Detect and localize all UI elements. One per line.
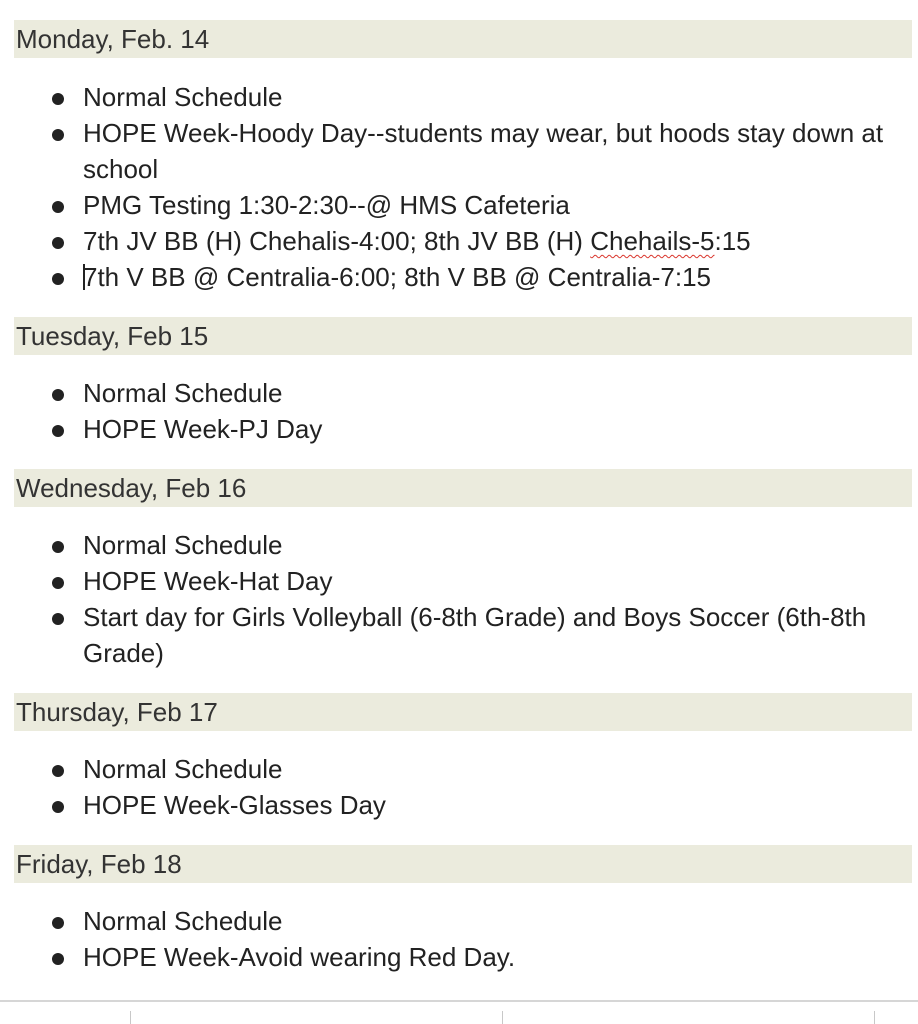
day-header[interactable]: [14, 845, 912, 883]
bullet-icon: [52, 765, 64, 777]
bullet-icon: [52, 801, 64, 813]
list-item[interactable]: [0, 599, 918, 671]
list-item[interactable]: [0, 903, 918, 939]
item-list: [0, 79, 918, 295]
day-header[interactable]: [14, 317, 912, 355]
item-text: PMG Testing 1:30-2:30--@ HMS Cafeteria: [83, 190, 570, 220]
day-header[interactable]: [14, 693, 912, 731]
day-section-friday: [0, 845, 918, 975]
list-item[interactable]: [0, 787, 918, 823]
day-header-text: Monday, Feb. 14: [16, 24, 210, 54]
item-text: :15: [714, 226, 751, 256]
bullet-icon: [52, 541, 64, 553]
item-text: HOPE Week-PJ Day: [83, 414, 323, 444]
day-section-thursday: [0, 693, 918, 823]
list-item[interactable]: [0, 527, 918, 563]
day-section-monday: [0, 20, 918, 295]
day-header-text: Wednesday, Feb 16: [16, 473, 247, 503]
item-text: HOPE Week-Glasses Day: [83, 790, 386, 820]
item-list: [0, 903, 918, 975]
bullet-icon: [52, 273, 64, 285]
day-header-text: Thursday, Feb 17: [16, 697, 218, 727]
bullet-icon: [52, 577, 64, 589]
item-list: [0, 527, 918, 671]
page-divider: [0, 1000, 918, 1002]
list-item[interactable]: [0, 375, 918, 411]
day-header[interactable]: [14, 20, 912, 58]
bullet-icon: [52, 953, 64, 965]
list-item[interactable]: [0, 79, 918, 115]
item-text: Start day for Girls Volleyball (6-8th Grade) and Boys Soccer (6th-8th Grade): [83, 602, 867, 668]
column-tick: [874, 1011, 875, 1024]
day-header-text: Tuesday, Feb 15: [16, 321, 209, 351]
item-text: Normal Schedule: [83, 906, 283, 936]
item-text: Normal Schedule: [83, 82, 283, 112]
item-list: [0, 375, 918, 447]
item-list: [0, 751, 918, 823]
day-section-tuesday: [0, 317, 918, 447]
item-text: HOPE Week-Hat Day: [83, 566, 333, 596]
bullet-icon: [52, 201, 64, 213]
item-text: Normal Schedule: [83, 754, 283, 784]
list-item[interactable]: [0, 939, 918, 975]
list-item[interactable]: [0, 259, 918, 295]
bullet-icon: [52, 93, 64, 105]
bullet-icon: [52, 613, 64, 625]
bullet-icon: [52, 389, 64, 401]
list-item[interactable]: [0, 411, 918, 447]
list-item[interactable]: [0, 751, 918, 787]
list-item[interactable]: [0, 223, 918, 259]
item-text: HOPE Week-Avoid wearing Red Day.: [83, 942, 516, 972]
item-text: Normal Schedule: [83, 530, 283, 560]
item-text: 7th JV BB (H) Chehalis-4:00; 8th JV BB (H): [83, 226, 591, 256]
list-item[interactable]: [0, 187, 918, 223]
column-tick: [130, 1011, 131, 1024]
list-item[interactable]: [0, 563, 918, 599]
column-tick: [502, 1011, 503, 1024]
misspelled-word[interactable]: Chehails-5: [590, 226, 715, 256]
bullet-icon: [52, 425, 64, 437]
item-text: 7th V BB @ Centralia-6:00; 8th V BB @ Centralia-7:15: [83, 262, 711, 292]
day-section-wednesday: [0, 469, 918, 671]
list-item[interactable]: [0, 115, 918, 187]
item-text: Normal Schedule: [83, 378, 283, 408]
day-header[interactable]: [14, 469, 912, 507]
bullet-icon: [52, 129, 64, 141]
day-header-text: Friday, Feb 18: [16, 849, 182, 879]
item-text: HOPE Week-Hoody Day--students may wear, but hoods stay down at school: [83, 118, 884, 184]
bullet-icon: [52, 237, 64, 249]
bullet-icon: [52, 917, 64, 929]
